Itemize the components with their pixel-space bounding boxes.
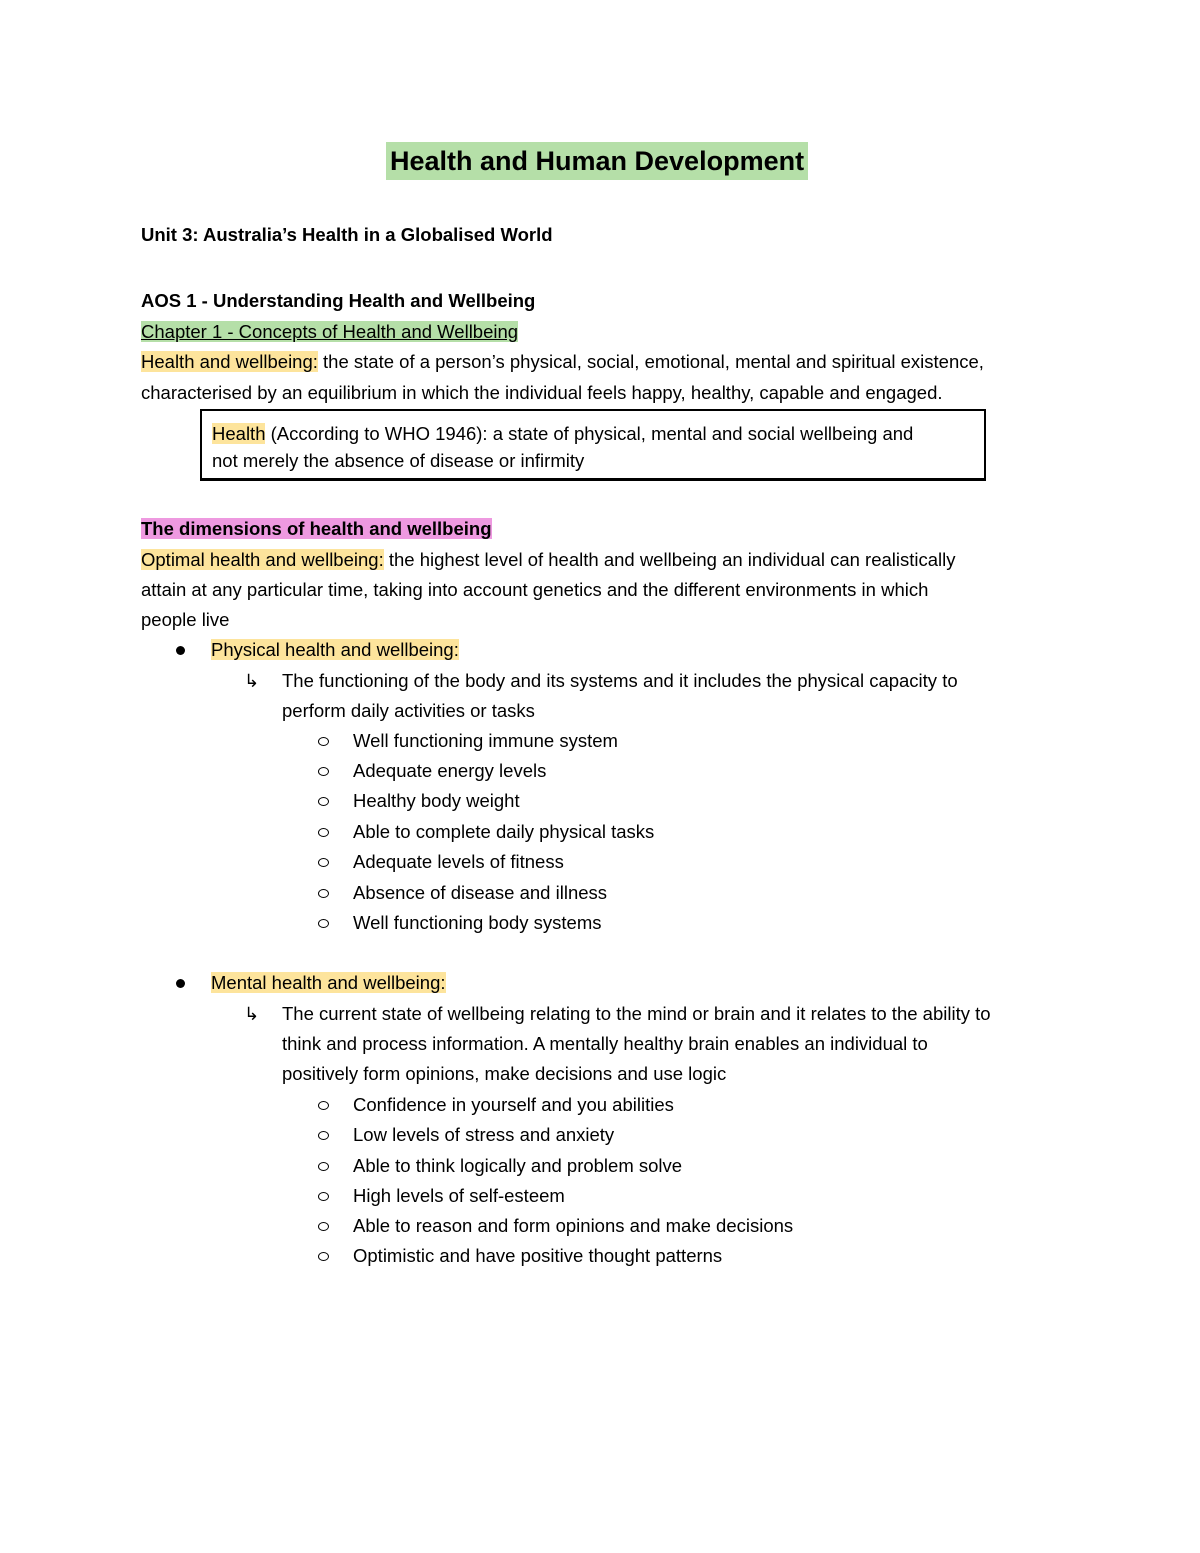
circle-bullet-icon — [318, 889, 329, 898]
mental-desc-line-3: positively form opinions, make decisions and use logic — [282, 1063, 727, 1084]
physical-item: Absence of disease and illness — [353, 882, 608, 903]
hw-term: Health and wellbeing: — [141, 351, 318, 372]
circle-bullet-icon — [318, 767, 329, 776]
optimal-line-3: people live — [141, 609, 230, 630]
circle-bullet-icon — [318, 1162, 329, 1171]
physical-item: Adequate levels of fitness — [353, 851, 564, 872]
circle-bullet-icon — [318, 1192, 329, 1201]
physical-label: Physical health and wellbeing: — [211, 639, 459, 660]
mental-item: Confidence in yourself and you abilities — [353, 1094, 674, 1115]
unit-heading: Unit 3: Australia’s Health in a Globalised World — [141, 224, 553, 245]
circle-bullet-icon — [318, 828, 329, 837]
sub-arrow-icon: ↳ — [244, 671, 260, 691]
hw-definition-line-2: characterised by an equilibrium in which the individual feels happy, healthy, capable and engaged. — [141, 382, 943, 403]
mental-label-line — [211, 971, 446, 995]
who-line-2: not merely the absence of disease or infirmity — [212, 450, 585, 471]
physical-label-line — [211, 638, 459, 662]
mental-item: Low levels of stress and anxiety — [353, 1124, 615, 1145]
circle-bullet-icon — [318, 737, 329, 746]
chapter-line — [141, 320, 518, 344]
bullet-icon — [176, 646, 185, 655]
dimensions-heading: The dimensions of health and wellbeing — [141, 518, 492, 539]
sub-arrow-icon: ↳ — [244, 1004, 260, 1024]
chapter-heading: Chapter 1 - Concepts of Health and Wellbeing — [141, 321, 519, 342]
mental-desc-line-2: think and process information. A mentally healthy brain enables an individual to — [282, 1033, 928, 1054]
mental-item: High levels of self-esteem — [353, 1185, 565, 1206]
hw-definition-line-1 — [141, 350, 984, 374]
physical-item: Well functioning immune system — [353, 730, 618, 751]
optimal-line-1 — [141, 548, 956, 572]
circle-bullet-icon — [318, 797, 329, 806]
who-line-1 — [212, 422, 913, 446]
mental-item: Able to think logically and problem solve — [353, 1155, 683, 1176]
who-line-1-text: (According to WHO 1946): a state of physical, mental and social wellbeing and — [265, 423, 914, 444]
circle-bullet-icon — [318, 1252, 329, 1261]
circle-bullet-icon — [318, 1101, 329, 1110]
circle-bullet-icon — [318, 1222, 329, 1231]
bullet-icon — [176, 979, 185, 988]
physical-desc-line-2: perform daily activities or tasks — [282, 700, 535, 721]
physical-item: Able to complete daily physical tasks — [353, 821, 655, 842]
circle-bullet-icon — [318, 1131, 329, 1140]
optimal-line-2: attain at any particular time, taking into account genetics and the different environments in which — [141, 579, 929, 600]
optimal-text: the highest level of health and wellbeing an individual can realistically — [383, 549, 956, 570]
optimal-term: Optimal health and wellbeing: — [141, 549, 384, 570]
aos-heading: AOS 1 - Understanding Health and Wellbeing — [141, 290, 536, 311]
physical-item: Well functioning body systems — [353, 912, 602, 933]
physical-item: Healthy body weight — [353, 790, 520, 811]
mental-label: Mental health and wellbeing: — [211, 972, 446, 993]
dimensions-line — [141, 517, 492, 541]
document-title: Health and Human Development — [386, 142, 808, 180]
who-term: Health — [212, 423, 266, 444]
physical-item: Adequate energy levels — [353, 760, 547, 781]
hw-definition-text: the state of a person’s physical, social, emotional, mental and spiritual existence, — [317, 351, 984, 372]
who-definition-box — [200, 409, 986, 481]
circle-bullet-icon — [318, 858, 329, 867]
mental-item: Able to reason and form opinions and make decisions — [353, 1215, 794, 1236]
mental-desc-line-1: The current state of wellbeing relating to the mind or brain and it relates to the ability to — [282, 1003, 991, 1024]
circle-bullet-icon — [318, 919, 329, 928]
mental-item: Optimistic and have positive thought patterns — [353, 1245, 723, 1266]
physical-desc-line-1: The functioning of the body and its systems and it includes the physical capacity to — [282, 670, 958, 691]
